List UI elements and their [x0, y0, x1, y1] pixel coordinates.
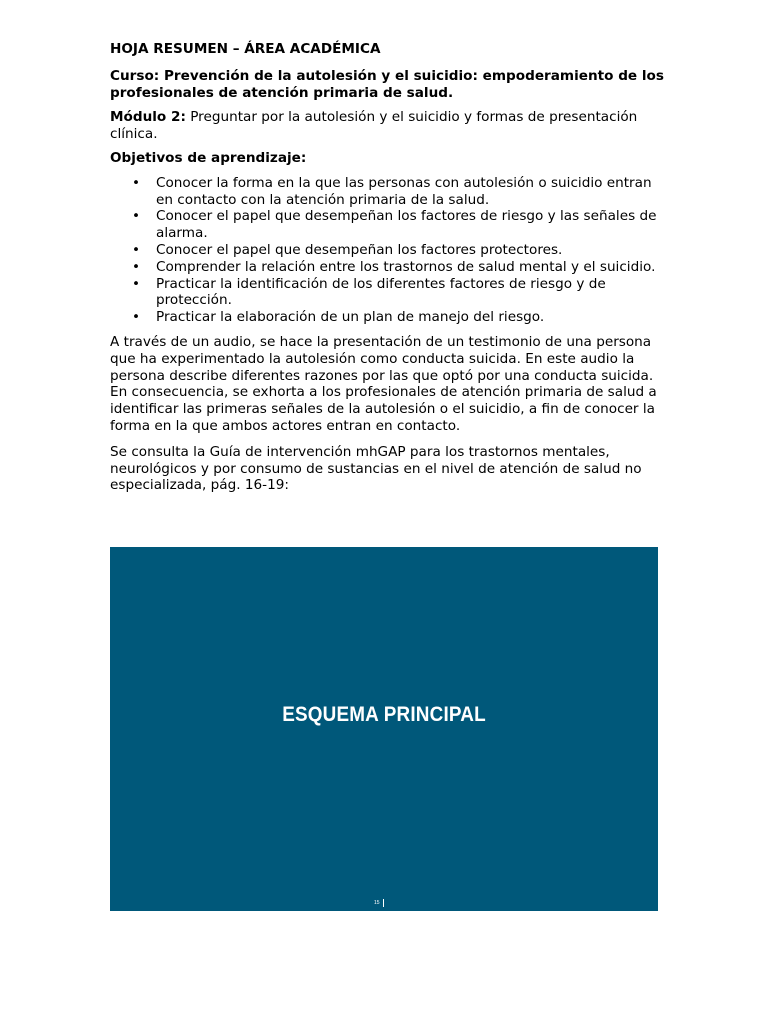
- document-title: HOJA RESUMEN – ÁREA ACADÉMICA: [110, 41, 381, 57]
- objective-item: • Comprender la relación entre los trastornos de salud mental y el suicidio.: [131, 258, 656, 275]
- objective-item: • Conocer el papel que desempeñan los factores de riesgo y las señales de alarma.: [131, 208, 657, 242]
- document-page: [110, 41, 670, 503]
- figure-title: ESQUEMA PRINCIPAL: [282, 703, 486, 726]
- module-line: [110, 109, 670, 143]
- module-label: Módulo 2:: [110, 109, 186, 126]
- bullet-icon: •: [131, 275, 141, 292]
- objective-item: • Conocer el papel que desempeñan los factores protectores.: [131, 241, 563, 258]
- figure-page-number: 15: [374, 899, 384, 907]
- objective-item: • Conocer la forma en la que las personas con autolesión o suicidio entran en contacto con la atención primaria de la salud.: [131, 174, 652, 208]
- bullet-icon: •: [131, 241, 141, 258]
- course-title: Curso: Prevención de la autolesión y el suicidio: empoderamiento de los profesionales de atención primaria de salud.: [110, 67, 664, 101]
- objectives-heading: Objetivos de aprendizaje:: [110, 149, 307, 166]
- module-text: Preguntar por la autolesión y el suicidio y formas de presentación clínica.: [110, 109, 638, 143]
- objective-item: • Practicar la identificación de los diferentes factores de riesgo y de protección.: [131, 275, 606, 309]
- bullet-icon: •: [131, 258, 141, 275]
- body-paragraph: Se consulta la Guía de intervención mhGAP para los trastornos mentales, neurológicos y por consumo de sustancias en el nivel de atención de salud no especializada, pág. 16-19:: [110, 443, 642, 494]
- bullet-icon: •: [131, 208, 141, 225]
- objective-item: • Practicar la elaboración de un plan de manejo del riesgo.: [131, 309, 545, 326]
- body-paragraph: A través de un audio, se hace la presentación de un testimonio de una persona que ha experimentado la autolesión como conducta suicida. En este audio la persona describe diferentes razones por las que optó por una conducta suicida. En consecuencia, se exhorta a los profesionales de atención primaria de salud a identificar las primeras señales de la autolesión o el suicidio, a fin de conocer la forma en la que ambos actores entran en contacto.: [110, 333, 657, 434]
- embedded-figure: [110, 547, 658, 911]
- bullet-icon: •: [131, 309, 141, 326]
- bullet-icon: •: [131, 174, 141, 191]
- objectives-list: [110, 175, 670, 326]
